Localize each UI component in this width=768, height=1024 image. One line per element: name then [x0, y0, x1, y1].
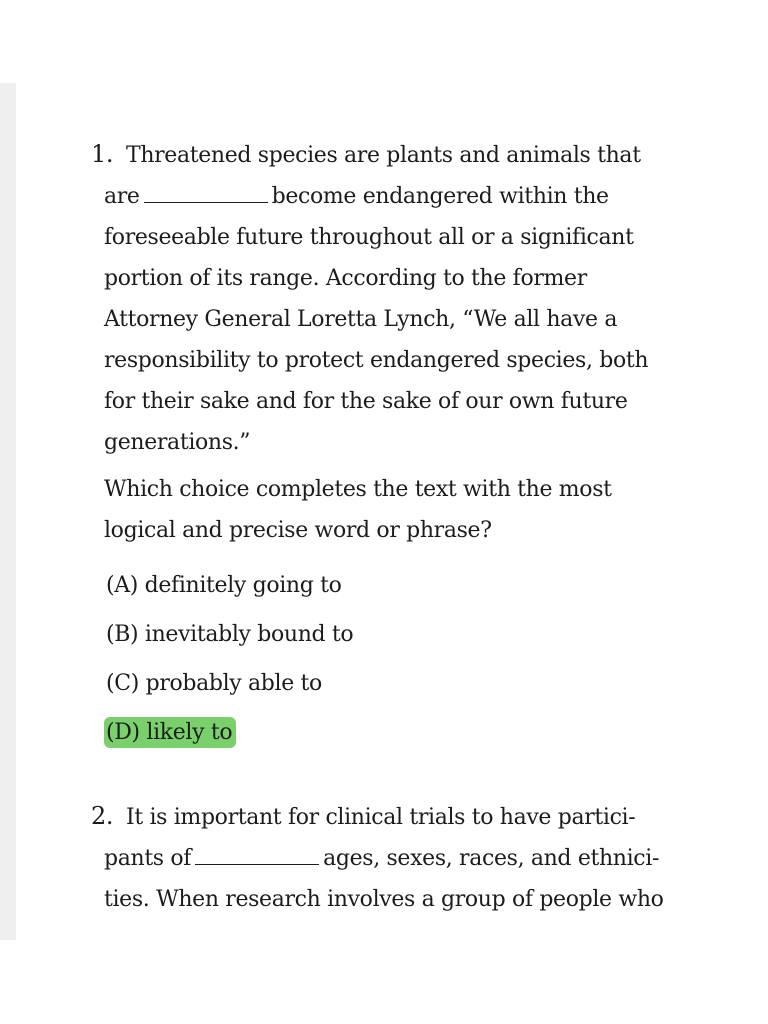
choice-b[interactable]	[104, 610, 733, 659]
choice-c[interactable]	[104, 659, 733, 708]
choice-d[interactable]	[104, 708, 733, 757]
stem-line: ties. When research involves a group of people who	[104, 887, 664, 912]
question-number: 2.	[91, 802, 114, 830]
stem-line: generations.”	[104, 430, 251, 455]
question-stem	[93, 135, 733, 463]
answer-blank	[144, 178, 268, 203]
stem-line: for their sake and for the sake of our own future	[104, 389, 628, 414]
choice-label: (B) inevitably bound to	[106, 622, 354, 647]
answer-blank	[195, 840, 319, 865]
choice-label: (A) definitely going to	[106, 573, 342, 598]
stem-line: responsibility to protect endangered species, both	[104, 348, 649, 373]
answer-choices	[93, 561, 733, 757]
choice-a[interactable]	[104, 561, 733, 610]
choice-label-highlighted: (D) likely to	[104, 717, 236, 748]
prompt-line: Which choice completes the text with the most	[104, 477, 612, 502]
page-edge-strip	[0, 83, 16, 940]
stem-line: pants of ages, sexes, races, and ethnici-	[104, 838, 733, 879]
stem-line: Attorney General Loretta Lynch, “We all have a	[104, 307, 618, 332]
stem-line: Threatened species are plants and animals that	[126, 143, 641, 168]
stem-line: foreseeable future throughout all or a significant	[104, 225, 634, 250]
stem-line: are become endangered within the	[104, 176, 733, 217]
prompt-line: logical and precise word or phrase?	[104, 518, 492, 543]
question-2	[93, 797, 733, 920]
question-number: 1.	[91, 140, 114, 168]
stem-line: portion of its range. According to the former	[104, 266, 587, 291]
question-stem	[93, 797, 733, 920]
question-prompt	[93, 469, 733, 551]
question-1	[93, 135, 733, 757]
stem-line: It is important for clinical trials to have partici-	[126, 805, 636, 830]
choice-label: (C) probably able to	[106, 671, 322, 696]
